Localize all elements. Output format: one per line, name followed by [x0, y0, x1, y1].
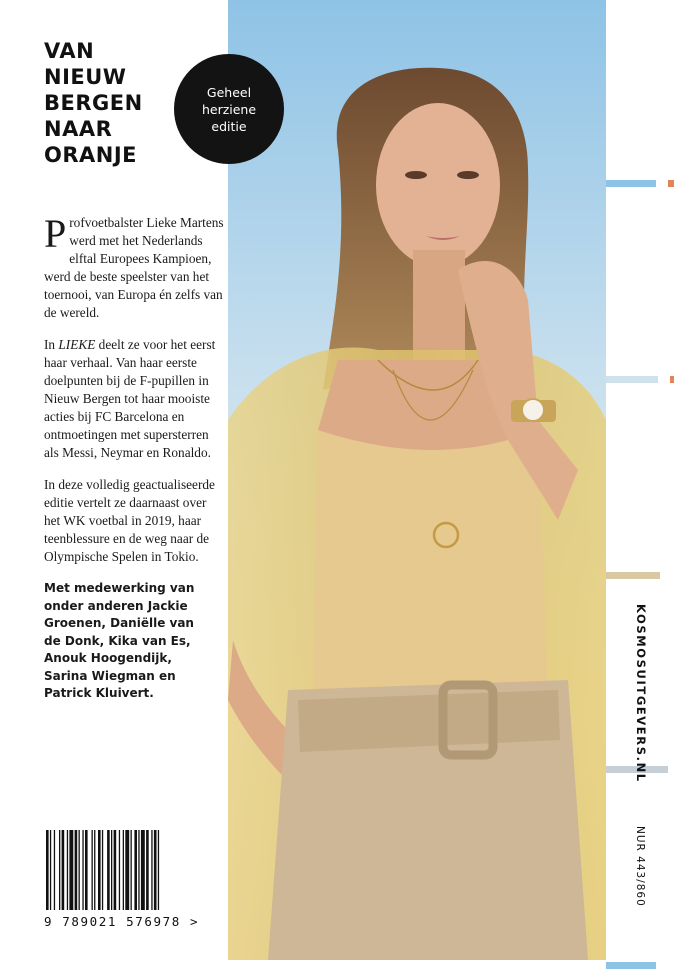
barcode-bar: [111, 830, 112, 910]
cover-photo: [228, 0, 606, 960]
contributors-line: Sarina Wiegman en: [44, 668, 176, 683]
badge-line: herziene: [201, 101, 257, 117]
spine-tick: [670, 376, 674, 383]
barcode-bar: [131, 830, 132, 910]
blurb-text: rofvoetbalster Lieke Martens werd met het Nederlands elftal Europees Kampioen, werd de beste speelster van het toernooi, van Europa én zelfs van de wereld.: [44, 215, 224, 320]
spine-tick: [606, 572, 660, 579]
contributors-line: de Donk, Kika van Es,: [44, 633, 191, 648]
title-line: NAAR: [44, 117, 113, 141]
barcode-bar: [154, 830, 157, 910]
barcode-bar: [50, 830, 51, 910]
right-eye: [457, 171, 479, 179]
portrait-illustration: [228, 0, 606, 960]
spine-tick: [606, 962, 656, 969]
barcode-bar: [62, 830, 65, 910]
barcode-bar: [114, 830, 117, 910]
badge-line: Geheel: [206, 84, 252, 100]
barcode-bar: [151, 830, 152, 910]
isbn-digits: 9 789021 576978: [44, 914, 181, 929]
blurb-paragraph-3: In deze volledig geactualiseerde editie vertelt ze daarnaast over het WK voetbal in 2019, haar teenblessure en de weg naar de Olympische Spelen in Tokio.: [44, 477, 215, 564]
barcode-bar: [138, 830, 139, 910]
spine-tick: [668, 180, 674, 187]
title-line: BERGEN: [44, 91, 143, 115]
neck-shape: [413, 250, 465, 360]
barcode-bar: [79, 830, 80, 910]
badge-line: editie: [211, 118, 247, 134]
blurb: [44, 211, 224, 717]
title-line: NIEUW: [44, 65, 127, 89]
barcode-bar: [46, 830, 49, 910]
face-shape: [376, 103, 500, 267]
left-eye: [405, 171, 427, 179]
title-line: ORANJE: [44, 143, 138, 167]
barcode-bar: [82, 830, 83, 910]
barcode-bar: [134, 830, 137, 910]
book-title-italic: LIEKE: [58, 337, 96, 352]
title-line: VAN: [44, 39, 95, 63]
publisher-url: KOSMOSUITGEVERS.NL: [634, 604, 648, 783]
barcode-bar: [59, 830, 60, 910]
barcode-bar: [67, 830, 68, 910]
barcode-bar: [146, 830, 149, 910]
barcode-bar: [94, 830, 95, 910]
spine-tick: [606, 180, 656, 187]
top-shape: [313, 420, 548, 700]
contributors-line: Anouk Hoogendijk,: [44, 651, 172, 665]
barcode-bar: [158, 830, 159, 910]
contributors-line: onder anderen Jackie: [44, 598, 188, 613]
barcode-bar: [107, 830, 110, 910]
barcode-bar: [69, 830, 73, 910]
contributors-line: Patrick Kluivert.: [44, 686, 154, 700]
blurb-text: deelt ze voor het eerst haar verhaal. Van haar eerste doelpunten bij de F-pupillen in Nieuw Bergen tot haar mooiste acties bij FC Barcelona en ontmoetingen met supersterren als Messi, Neymar en Ronaldo.: [44, 337, 216, 460]
nur-code: NUR 443/860: [634, 826, 646, 907]
spine-tick: [606, 376, 658, 383]
isbn-arrow: >: [190, 914, 200, 929]
watch-face: [522, 399, 544, 421]
contributors-line: Groenen, Daniëlle van: [44, 616, 194, 630]
isbn-barcode: [44, 830, 204, 924]
barcode-bar: [75, 830, 78, 910]
barcode-bar: [85, 830, 88, 910]
barcode-bar: [92, 830, 93, 910]
barcode-bars: [44, 830, 204, 910]
contributors-line: Met medewerking van: [44, 581, 195, 595]
spine-strip: [606, 0, 674, 960]
drop-cap: P: [44, 211, 67, 256]
barcode-bar: [125, 830, 129, 910]
blurb-paragraph-1: [44, 211, 224, 322]
barcode-bar: [123, 830, 124, 910]
blurb-text: In: [44, 337, 59, 352]
barcode-bar: [119, 830, 120, 910]
contributors: [44, 580, 224, 703]
barcode-bar: [54, 830, 55, 910]
barcode-bar: [98, 830, 101, 910]
cover-title: [44, 38, 174, 168]
edition-badge: [174, 54, 284, 164]
blurb-paragraph-2: [44, 336, 224, 462]
barcode-bar: [141, 830, 145, 910]
barcode-bar: [102, 830, 103, 910]
isbn-number: [44, 914, 199, 929]
